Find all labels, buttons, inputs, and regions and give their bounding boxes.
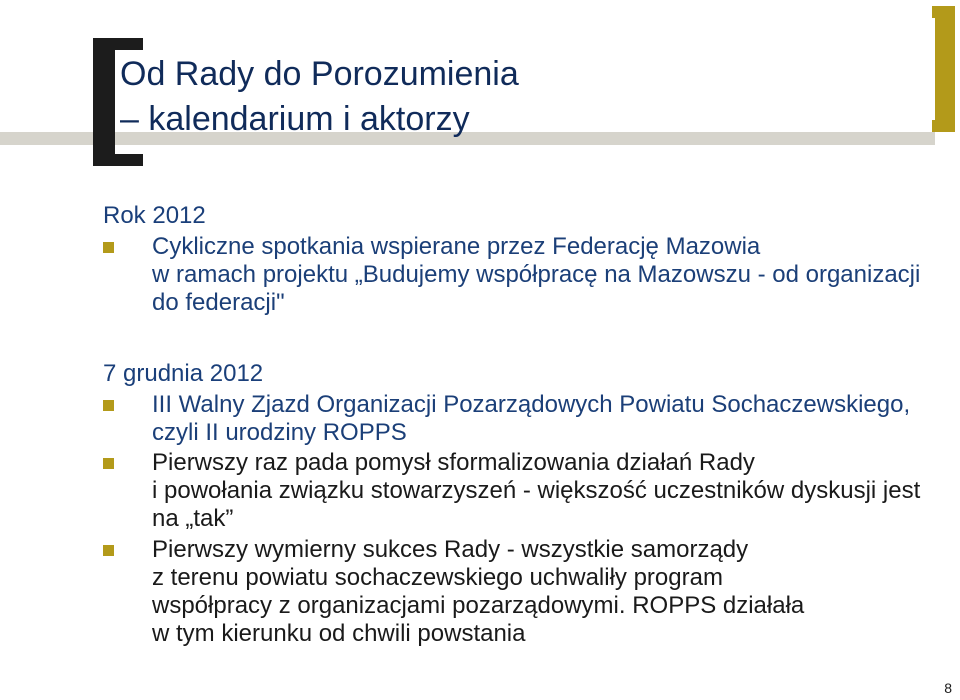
bullet-text: Pierwszy raz pada pomysł sformalizowania działań Rady i powołania związku stowarzyszeń - większość uczestników dyskusji jest na „tak” (152, 449, 921, 532)
bullet-text: III Walny Zjazd Organizacji Pozarządowych Powiatu Sochaczewskiego, czyli II urodziny ROPPS (152, 391, 911, 446)
title-line-2: – kalendarium i aktorzy (120, 100, 470, 138)
square-bullet-icon (103, 242, 114, 253)
left-bracket-decoration (93, 38, 115, 166)
title-line-1: Od Rady do Porozumienia (120, 55, 519, 93)
square-bullet-icon (103, 545, 114, 556)
right-bracket-bottom (932, 120, 955, 132)
bullet-text: Cykliczne spotkania wspierane przez Federację Mazowia w ramach projektu „Budujemy współpracę na Mazowszu - od organizacji do federacji" (152, 233, 921, 316)
section-heading-7-grudnia-2012: 7 grudnia 2012 (103, 360, 264, 387)
square-bullet-icon (103, 400, 114, 411)
square-bullet-icon (103, 458, 114, 469)
left-bracket-top (93, 38, 143, 50)
page-number: 8 (944, 680, 952, 696)
section-heading-rok-2012: Rok 2012 (103, 202, 206, 229)
slide-title (120, 52, 680, 142)
right-bracket-top (932, 6, 955, 18)
bullet-text: Pierwszy wymierny sukces Rady - wszystkie samorządy z terenu powiatu sochaczewskiego uchwaliły program współpracy z organizacjami pozarządowymi. ROPPS działała w tym kierunku od chwili powstania (152, 536, 805, 647)
right-bracket-decoration (935, 6, 955, 132)
left-bracket-bottom (93, 154, 143, 166)
